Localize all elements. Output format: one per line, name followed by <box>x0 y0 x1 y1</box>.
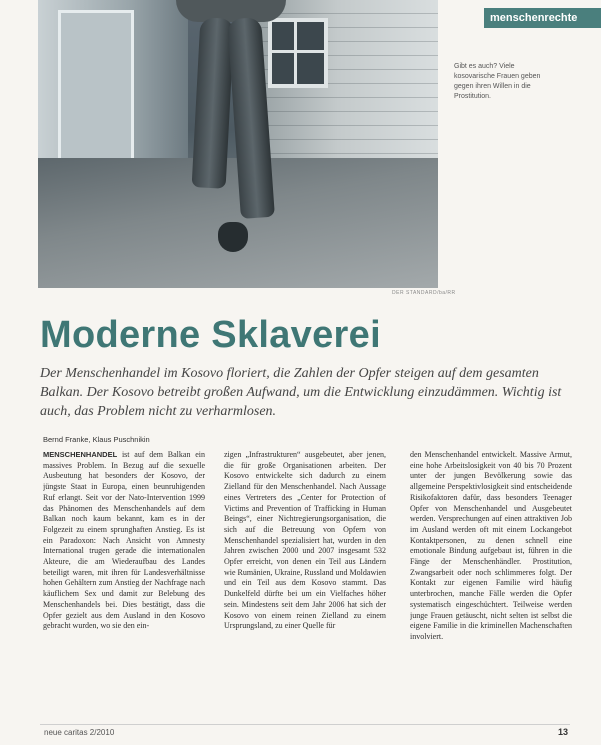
photo-credit: DER STANDARD/ba/RR <box>392 290 456 296</box>
category-badge: menschenrechte <box>484 8 601 28</box>
magazine-name: neue caritas 2/2010 <box>44 728 115 737</box>
article-column-2: zigen „Infrastrukturen“ ausgebeutet, aber jenen, die für große Organisationen arbeiten. Der Kosovo entwickelte sich dadurch zu einem Zielland für den Menschenhandel. Nach Aussage eines Vertreters des „Center for Protection of Victims and Prevention of Trafficking in Human Beings“, einer Nichtregierungsorganisation, die sich auf die Betreuung von Opfern von Menschenhandel spezialisiert hat, wurden in den Jahren zwischen 2000 und 2007 insgesamt 532 Opfer erreicht, von denen ein Teil aus Ländern wie Rumänien, Ukraine, Russland und Moldawien und ein Teil aus dem Kosovo stammt. Das Dunkelfeld dürfte bei um ein Vielfaches höher sein. Mindestens seit dem Jahr 2006 hat sich der Kosovo von einem reinen Zielland zu einem Ursprungsland, zu einer Quelle für <box>224 450 386 631</box>
article-start-word: MENSCHENHANDEL <box>43 450 118 459</box>
article-photo <box>38 0 438 288</box>
article-lead: Der Menschenhandel im Kosovo floriert, die Zahlen der Opfer steigen auf dem gesamten Balkan. Der Kosovo betreibt großen Aufwand, um die Entwicklung einzudämmen. Wichtig ist auch, das Problem nicht zu verharmlosen. <box>40 366 562 419</box>
photo-caption: Gibt es auch? Viele kosovarische Frauen geben gegen ihren Willen in die Prostitution. <box>454 63 541 100</box>
page-number: 13 <box>558 727 569 737</box>
article-title: Moderne Sklaverei <box>40 314 381 356</box>
window-shape <box>268 18 328 88</box>
article-column-1-text: ist auf dem Balkan ein massives Problem. In Bezug auf die sexuelle Ausbeutung hat besonders der Kosovo, der jüngste Staat in Europa, einen beunruhigenden Ruf erlangt. Seit vor der Nato-Intervention 1999 das Phänomen des Menschenhandels auf dem Balkan noch kaum bekannt, kam es in der Folgezeit zu einem sprunghaften Anstieg. Es ist ein Paradoxon: Nach Ansicht von Amnesty International trugen gerade die internationalen Akteure, die am Wiederaufbau des Landes beteiligt waren, mit ihren für Landesverhältnisse hohen Gehältern zum Anstieg der Nachfrage nach käuflichem Sex und damit zur Belebung des Menschenhandels bei. Dies bestätigt, dass die Opfer gezielt aus dem Ausland in den Kosovo gebracht wurden, wo sie den ein- <box>43 450 205 631</box>
footer-divider <box>40 724 570 725</box>
article-column-1 <box>43 450 205 718</box>
article-authors: Bernd Franke, Klaus Puschnikin <box>43 435 150 444</box>
article-column-3: den Menschenhandel entwickelt. Massive Armut, eine hohe Arbeitslosigkeit von 40 bis 70 Prozent unter der jungen Bevölkerung sowie das allgemeine Perspektivlosigkeit sind entscheidende Risikofaktoren dafür, dass besonders Teenager Opfer von Menschenhandel und Ausgebeutet werden. Versprechungen auf einen attraktiven Job im Ausland werden oft mit einem Lockangebot Kontaktpersonen, zu denen schnell eine emotionale Bindung aufgebaut ist, führen in die Fänge der Menschenhändler. Prostitution, Zwangsarbeit oder noch schlimmeres folgt. Der Kontakt zur eigenen Familie wird häufig unterbrochen, manche Fälle werden die Opfer systematisch eingeschüchtert. Teilweise werden junge Frauen getäuscht, nicht selten ist selbst die eigene Familie in die kriminellen Machenschaften involviert. <box>410 450 572 641</box>
